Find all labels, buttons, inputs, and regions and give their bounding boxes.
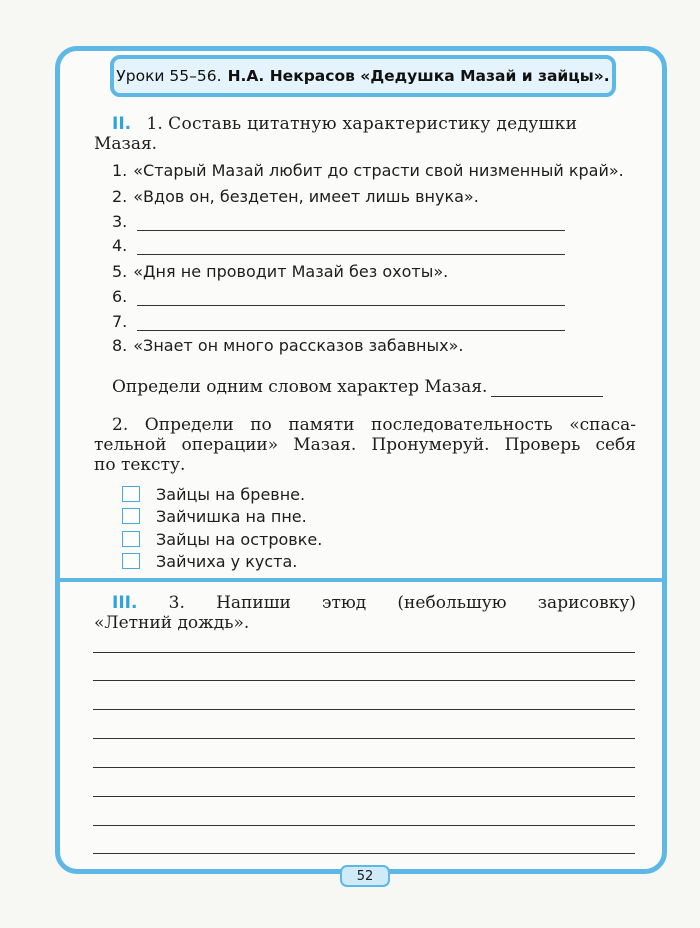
- order-checkbox[interactable]: [122, 486, 140, 502]
- page-number: 52: [340, 865, 390, 887]
- quote-item-1: [112, 158, 624, 180]
- task2-text-line1: Определи по памяти последовательность «спаса-: [144, 415, 637, 435]
- section-two-roman: II.: [112, 114, 132, 134]
- quote-item-5: [112, 259, 448, 281]
- order-checkbox[interactable]: [122, 531, 140, 547]
- task1-text-line1: Составь цитатную характеристику дедушки: [168, 114, 578, 134]
- task1-text-line2: Мазая.: [94, 134, 158, 154]
- writing-line[interactable]: [93, 652, 635, 653]
- quote-text: «Дня не проводит Мазай без охоты».: [133, 262, 449, 281]
- quote-number: 6.: [112, 287, 128, 306]
- task2-line1: [112, 415, 636, 435]
- quote-number: 3.: [112, 212, 128, 231]
- quote-item-2: [112, 184, 479, 206]
- writing-line[interactable]: [93, 709, 635, 710]
- task1-prompt: [112, 114, 642, 134]
- task2-number: 2.: [112, 415, 129, 435]
- lesson-topic: Н.А. Некрасов «Дедушка Мазай и зайцы».: [227, 67, 610, 85]
- quote-text: «Вдов он, бездетен, имеет лишь внука».: [133, 187, 479, 206]
- quote-number: 1.: [112, 161, 128, 180]
- order-option-3: [122, 528, 322, 550]
- order-option-label: Зайцы на островке.: [156, 529, 323, 549]
- writing-line[interactable]: [93, 767, 635, 768]
- one-word-row: [112, 377, 652, 397]
- task3-text-line2: «Летний дождь».: [94, 613, 250, 633]
- one-word-blank[interactable]: [491, 378, 603, 397]
- task2-text-line2: тельной операции» Мазая. Пронумеруй. Проверь себя: [94, 435, 636, 455]
- quote-blank-3[interactable]: [137, 212, 565, 231]
- quote-item-7: [112, 309, 565, 331]
- quote-item-3: [112, 209, 565, 231]
- quote-item-6: [112, 284, 565, 306]
- section-divider: [58, 578, 664, 582]
- order-option-2: [122, 505, 307, 527]
- order-option-label: Зайцы на бревне.: [156, 484, 306, 504]
- task1-number: 1.: [146, 114, 163, 134]
- order-checkbox[interactable]: [122, 508, 140, 524]
- order-option-label: Зайчиха у куста.: [156, 551, 298, 571]
- task3-number: 3.: [168, 593, 185, 613]
- section-three-roman: III.: [112, 593, 138, 613]
- quote-number: 2.: [112, 187, 128, 206]
- task3-line1: [112, 593, 636, 613]
- lesson-header: [110, 55, 616, 97]
- writing-line[interactable]: [93, 680, 635, 681]
- writing-line[interactable]: [93, 738, 635, 739]
- task2-text-line3: по тексту.: [94, 455, 186, 475]
- order-option-label: Зайчишка на пне.: [156, 506, 307, 526]
- quote-item-8: [112, 333, 463, 355]
- one-word-prompt: Определи одним словом характер Мазая.: [112, 377, 488, 397]
- quote-blank-4[interactable]: [137, 236, 565, 255]
- writing-line[interactable]: [93, 853, 635, 854]
- quote-blank-6[interactable]: [137, 287, 565, 306]
- quote-number: 5.: [112, 262, 128, 281]
- quote-text: «Знает он много рассказов забавных».: [133, 336, 464, 355]
- writing-line[interactable]: [93, 796, 635, 797]
- task3-text-line1: Напиши этюд (небольшую зарисовку): [216, 593, 636, 613]
- order-option-1: [122, 483, 305, 505]
- quote-item-4: [112, 233, 565, 255]
- quote-text: «Старый Мазай любит до страсти свой низменный край».: [133, 161, 624, 180]
- quote-number: 7.: [112, 312, 128, 331]
- lesson-number: Уроки 55–56.: [116, 67, 222, 85]
- quote-number: 8.: [112, 336, 128, 355]
- quote-number: 4.: [112, 236, 128, 255]
- quote-blank-7[interactable]: [137, 312, 565, 331]
- writing-line[interactable]: [93, 825, 635, 826]
- order-option-4: [122, 550, 297, 572]
- order-checkbox[interactable]: [122, 553, 140, 569]
